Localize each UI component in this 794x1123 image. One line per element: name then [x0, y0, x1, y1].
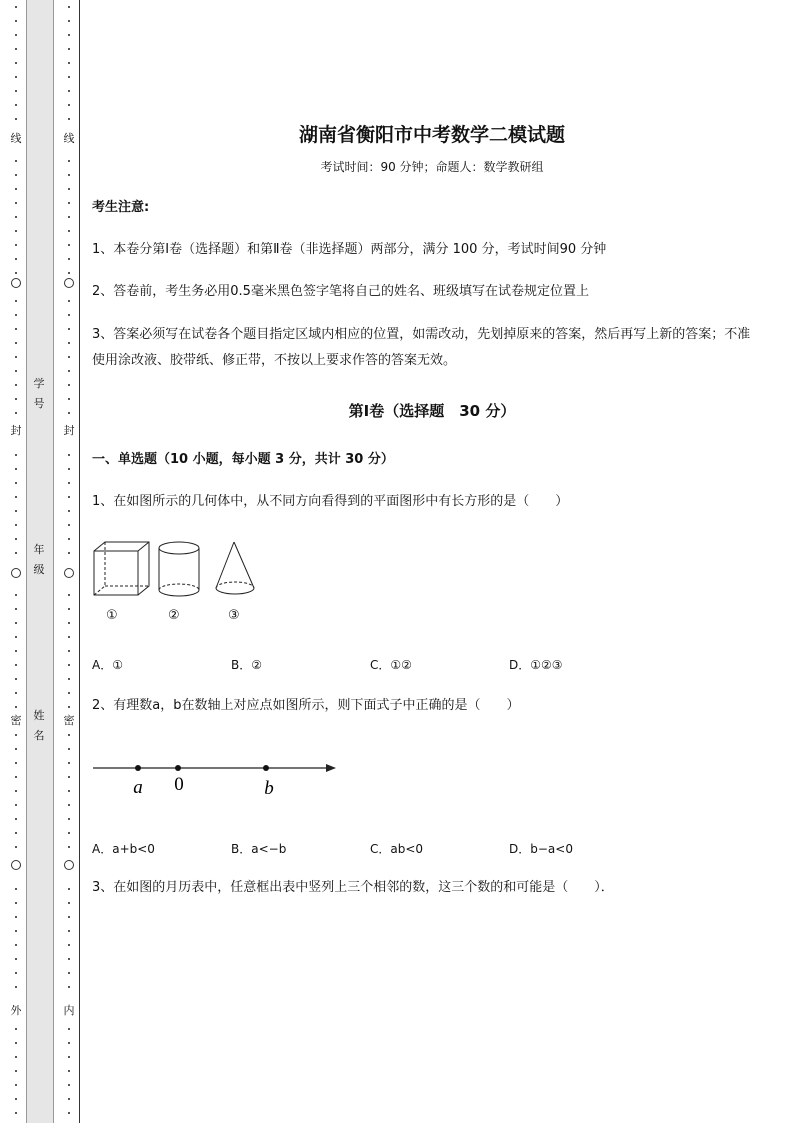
dot	[15, 706, 17, 708]
point-a	[135, 765, 141, 771]
margin-char: 线	[63, 132, 75, 145]
dot	[15, 244, 17, 246]
dot	[15, 524, 17, 526]
cylinder-shape	[159, 542, 199, 596]
dot	[15, 832, 17, 834]
dot	[68, 1028, 70, 1030]
dot	[68, 664, 70, 666]
dot	[15, 748, 17, 750]
dot	[15, 972, 17, 974]
option-a: A．①	[92, 658, 123, 672]
dot	[15, 468, 17, 470]
circle-icon	[11, 568, 21, 578]
option-b: B．②	[231, 658, 262, 672]
dot	[68, 636, 70, 638]
dot	[15, 76, 17, 78]
dot	[15, 650, 17, 652]
question-2-stem: 2、有理数a，b在数轴上对应点如图所示，则下面式子中正确的是（ ）	[92, 698, 520, 713]
student-name-label: 姓名	[33, 709, 45, 742]
dot	[15, 104, 17, 106]
exam-meta: 考试时间：90 分钟；命题人：数学教研组	[320, 160, 544, 174]
dot	[15, 496, 17, 498]
dot	[68, 972, 70, 974]
circle-icon	[11, 860, 21, 870]
student-id-label: 学号	[33, 377, 45, 410]
dot	[15, 1056, 17, 1058]
dot	[15, 538, 17, 540]
dot	[68, 888, 70, 890]
section-subheading: 一、单选题（10 小题，每小题 3 分，共计 30 分）	[92, 452, 394, 467]
binding-margin	[0, 0, 82, 1123]
note-item: 2、答卷前，考生务必用0.5毫米黑色签字笔将自己的姓名、班级填写在试卷规定位置上	[92, 284, 589, 299]
figure-label: ②	[168, 608, 180, 623]
dot	[68, 342, 70, 344]
dot	[68, 552, 70, 554]
note-item: 3、答案必须写在试卷各个题目指定区域内相应的位置，如需改动，先划掉原来的答案，然后再写上新的答案；不准使用涂改液、胶带纸、修正带，不按以上要求作答的答案无效。	[92, 327, 751, 368]
dot	[15, 1070, 17, 1072]
dot	[68, 174, 70, 176]
dot	[68, 496, 70, 498]
dot	[68, 454, 70, 456]
dot	[15, 34, 17, 36]
page-title: 湖南省衡阳市中考数学二模试题	[298, 124, 565, 146]
dot	[68, 1084, 70, 1086]
figure-label: ①	[106, 608, 118, 623]
dot	[15, 384, 17, 386]
dot	[68, 1042, 70, 1044]
dot	[68, 412, 70, 414]
dot	[68, 916, 70, 918]
dot	[68, 748, 70, 750]
dot	[15, 1042, 17, 1044]
dot	[68, 524, 70, 526]
dot	[68, 384, 70, 386]
figure-label: ③	[228, 608, 240, 623]
question-1-stem: 1、在如图所示的几何体中，从不同方向看得到的平面图形中有长方形的是（ ）	[92, 494, 569, 509]
circle-icon	[64, 278, 74, 288]
dot	[15, 692, 17, 694]
point-label: 0	[174, 774, 184, 795]
dot	[15, 1084, 17, 1086]
dot	[68, 20, 70, 22]
dot	[15, 174, 17, 176]
margin-char: 外	[10, 1004, 22, 1017]
dot	[68, 202, 70, 204]
outer-dotted-line	[9, 0, 23, 1123]
dot	[68, 986, 70, 988]
margin-char: 线	[10, 132, 22, 145]
dot	[68, 902, 70, 904]
dot	[15, 370, 17, 372]
note-item: 1、本卷分第Ⅰ卷（选择题）和第Ⅱ卷（非选择题）两部分，满分 100 分，考试时间90 分钟	[92, 242, 607, 257]
dot	[15, 958, 17, 960]
dot	[68, 510, 70, 512]
dot	[15, 636, 17, 638]
option-c: C．①②	[370, 658, 412, 672]
dot	[15, 622, 17, 624]
dot	[68, 804, 70, 806]
dot	[68, 188, 70, 190]
dot	[15, 454, 17, 456]
dot	[68, 818, 70, 820]
dot	[15, 944, 17, 946]
dot	[15, 930, 17, 932]
dot	[15, 412, 17, 414]
dot	[68, 944, 70, 946]
option-b: B．a<−b	[231, 842, 287, 856]
dot	[68, 762, 70, 764]
dot	[68, 706, 70, 708]
dot	[68, 930, 70, 932]
dot	[15, 916, 17, 918]
option-d: D．①②③	[509, 658, 563, 672]
margin-char: 内	[63, 1004, 75, 1017]
dot	[15, 90, 17, 92]
dot	[68, 958, 70, 960]
inner-dotted-line	[62, 0, 76, 1123]
option-d: D．b−a<0	[509, 842, 573, 856]
dot	[68, 62, 70, 64]
dot	[68, 832, 70, 834]
dot	[68, 650, 70, 652]
dot	[15, 804, 17, 806]
circle-icon	[64, 860, 74, 870]
dot	[15, 734, 17, 736]
dot	[68, 776, 70, 778]
dot	[15, 818, 17, 820]
dot	[68, 692, 70, 694]
notes-heading: 考生注意:	[92, 200, 150, 215]
dot	[15, 888, 17, 890]
dot	[15, 160, 17, 162]
dot	[15, 762, 17, 764]
dot	[15, 1098, 17, 1100]
point-label: b	[264, 778, 274, 799]
cone-shape	[216, 542, 254, 594]
dot	[68, 244, 70, 246]
grade-label: 年级	[33, 543, 45, 576]
dot	[68, 6, 70, 8]
dot	[68, 216, 70, 218]
dot	[15, 20, 17, 22]
dot	[15, 272, 17, 274]
dot	[15, 342, 17, 344]
dot	[15, 118, 17, 120]
dot	[15, 510, 17, 512]
dot	[68, 230, 70, 232]
dot	[15, 776, 17, 778]
dot	[15, 846, 17, 848]
dot	[15, 48, 17, 50]
dot	[68, 258, 70, 260]
dot	[68, 328, 70, 330]
circle-icon	[11, 278, 21, 288]
dot	[15, 986, 17, 988]
dot	[15, 62, 17, 64]
dot	[68, 1112, 70, 1114]
dot	[15, 482, 17, 484]
dot	[15, 216, 17, 218]
margin-char: 封	[10, 424, 22, 437]
dot	[68, 468, 70, 470]
dot	[15, 300, 17, 302]
dot	[15, 552, 17, 554]
number-line	[92, 756, 342, 806]
margin-border-line	[79, 0, 80, 1123]
dot	[15, 608, 17, 610]
dot	[68, 370, 70, 372]
dot	[68, 1070, 70, 1072]
dot	[68, 398, 70, 400]
margin-char: 密	[10, 714, 22, 727]
dot	[68, 1098, 70, 1100]
dot	[15, 188, 17, 190]
dot	[68, 118, 70, 120]
dot	[15, 258, 17, 260]
solids-figure	[92, 538, 282, 600]
dot	[15, 6, 17, 8]
dot	[68, 608, 70, 610]
point-label: a	[133, 777, 143, 798]
option-a: A．a+b<0	[92, 842, 155, 856]
dot	[68, 356, 70, 358]
dot	[15, 230, 17, 232]
section-title: 第Ⅰ卷（选择题 30 分）	[348, 402, 516, 420]
dot	[68, 734, 70, 736]
dot	[68, 90, 70, 92]
dot	[68, 48, 70, 50]
margin-char: 密	[63, 714, 75, 727]
dot	[68, 272, 70, 274]
dot	[68, 160, 70, 162]
dot	[68, 622, 70, 624]
arrow-icon	[326, 764, 336, 772]
option-c: C．ab<0	[370, 842, 424, 856]
dot	[15, 594, 17, 596]
dot	[15, 314, 17, 316]
dot	[68, 790, 70, 792]
dot	[15, 664, 17, 666]
dot	[68, 76, 70, 78]
dot	[15, 678, 17, 680]
dot	[68, 678, 70, 680]
dot	[15, 902, 17, 904]
dot	[68, 34, 70, 36]
dot	[68, 300, 70, 302]
dot	[15, 356, 17, 358]
margin-char: 封	[63, 424, 75, 437]
point-zero	[175, 765, 181, 771]
dot	[15, 790, 17, 792]
dot	[15, 202, 17, 204]
circle-icon	[64, 568, 74, 578]
dot	[68, 594, 70, 596]
cube-shape	[94, 542, 149, 595]
dot	[68, 314, 70, 316]
dot	[68, 1056, 70, 1058]
point-b	[263, 765, 269, 771]
question-3-stem: 3、在如图的月历表中，任意框出表中竖列上三个相邻的数，这三个数的和可能是（ ）．	[92, 880, 614, 895]
dot	[68, 482, 70, 484]
dot	[68, 104, 70, 106]
dot	[15, 1028, 17, 1030]
dot	[68, 846, 70, 848]
dot	[15, 1112, 17, 1114]
dot	[15, 398, 17, 400]
dot	[68, 538, 70, 540]
dot	[15, 328, 17, 330]
